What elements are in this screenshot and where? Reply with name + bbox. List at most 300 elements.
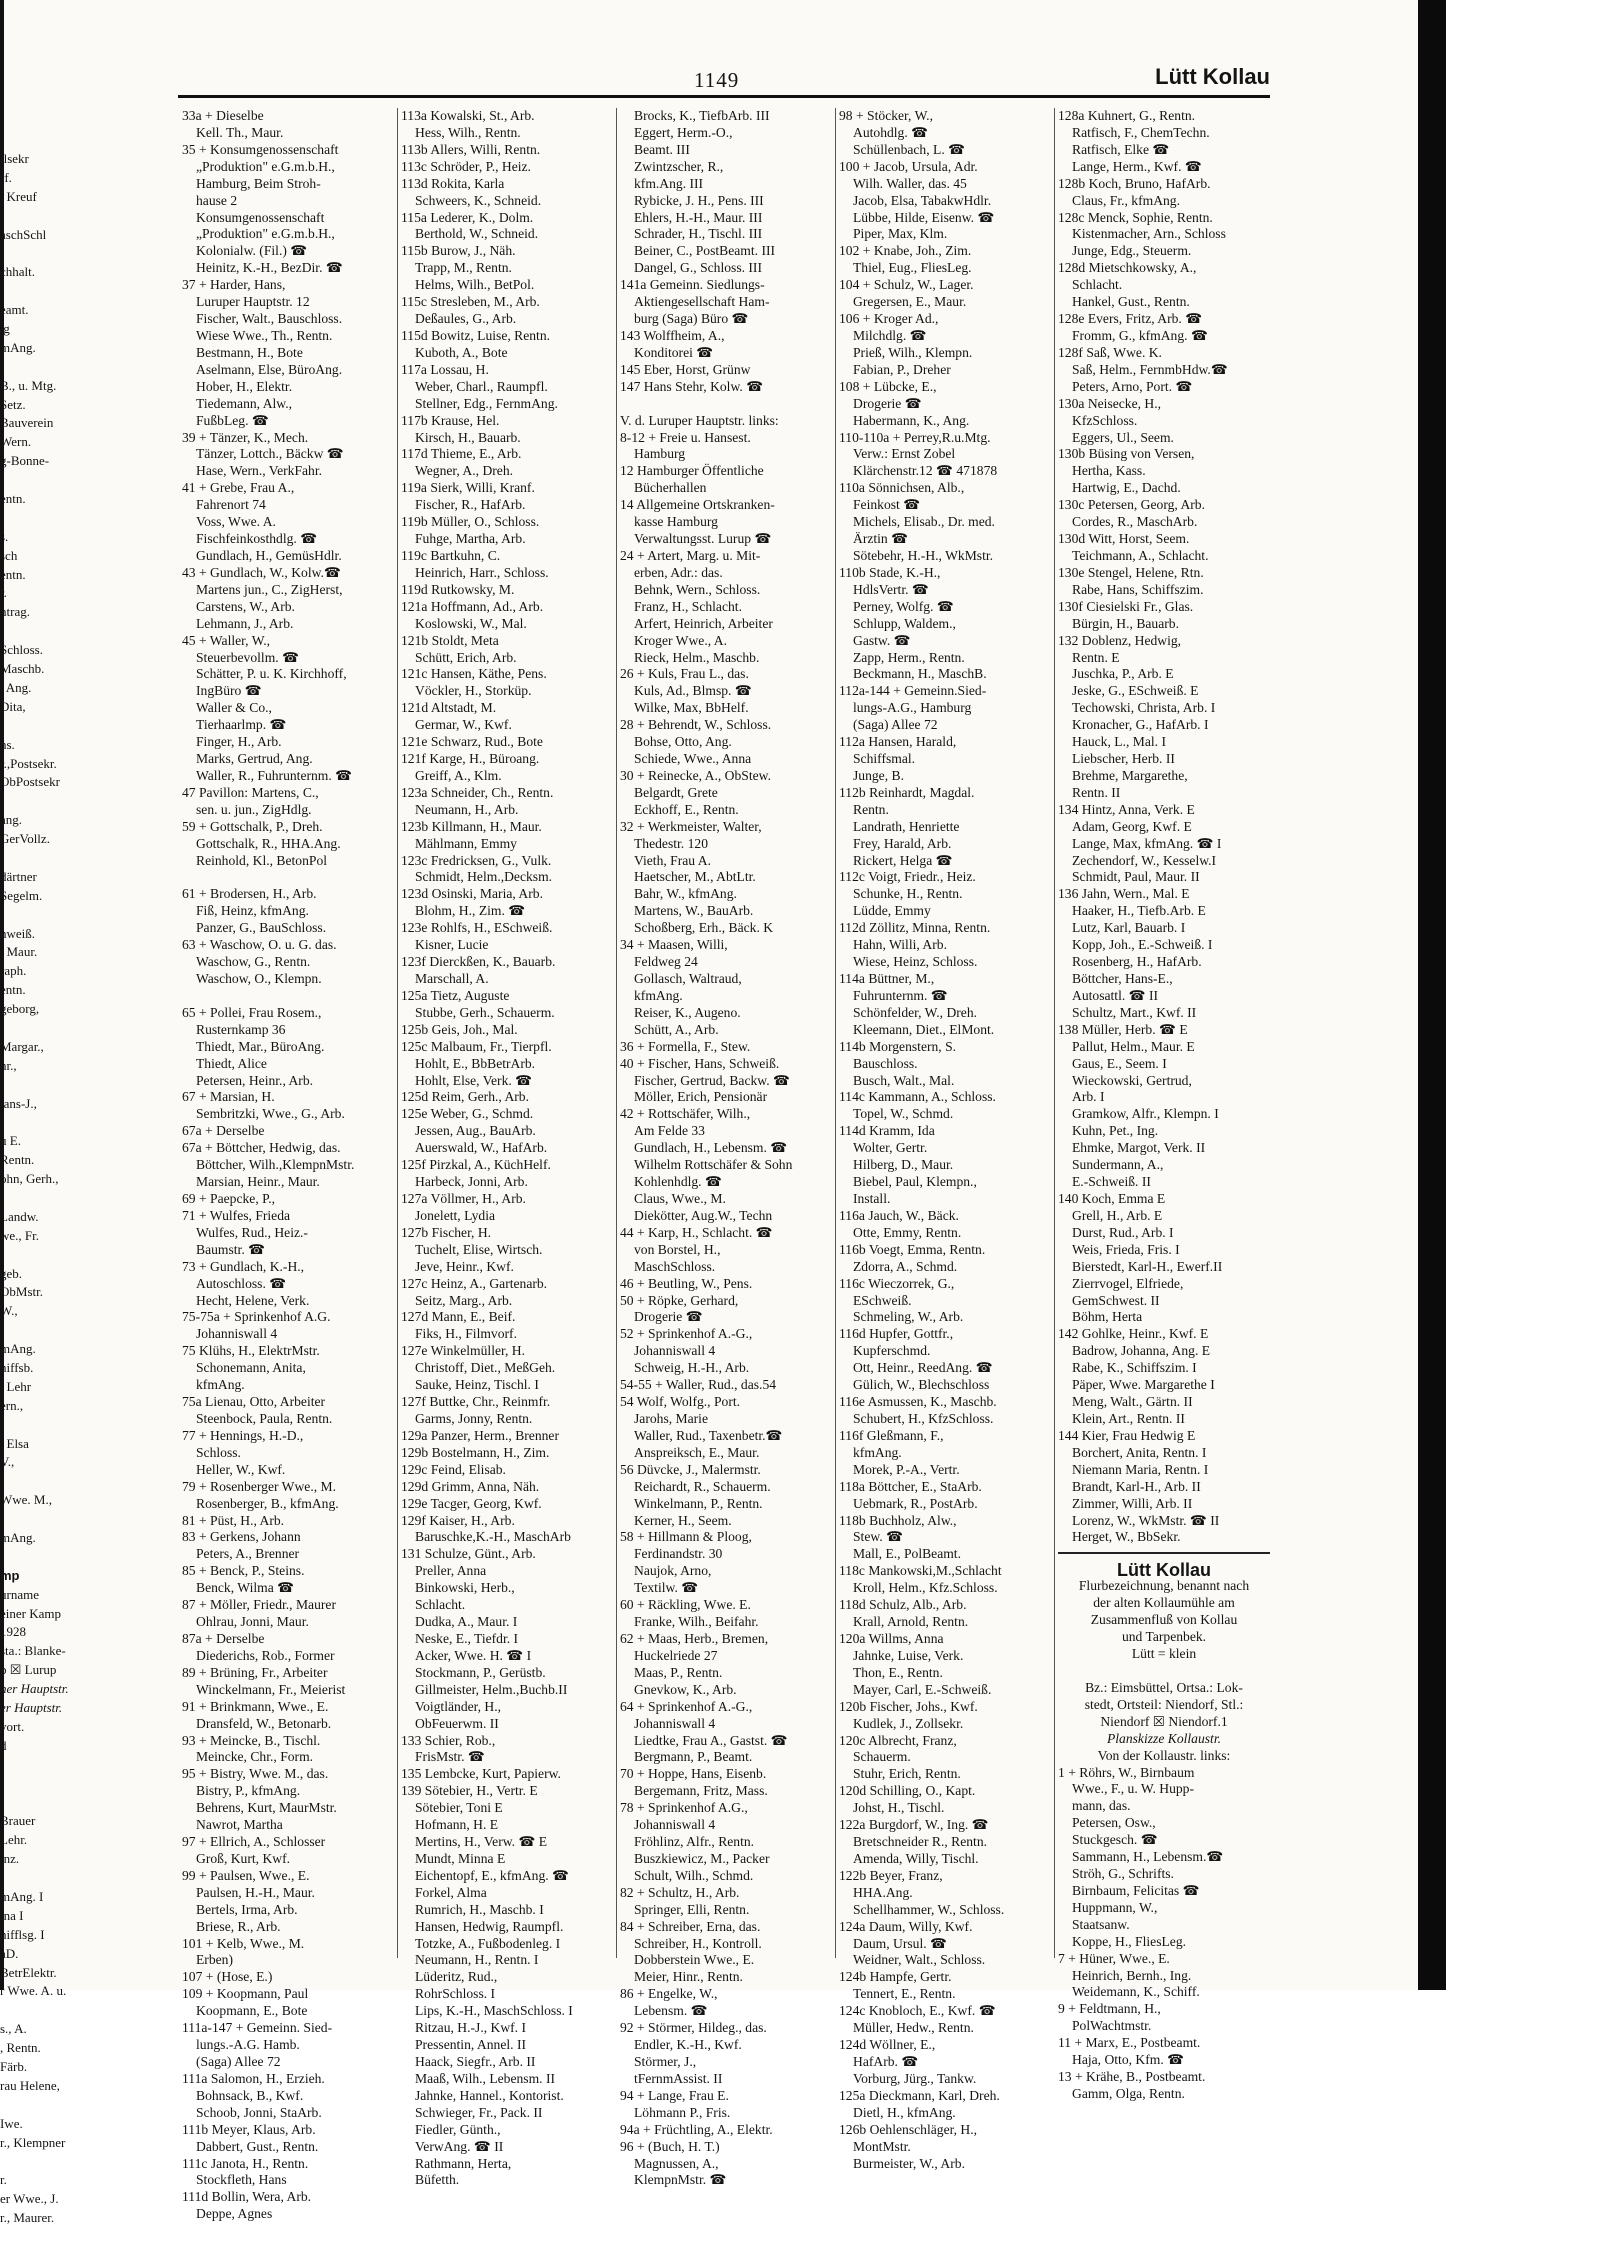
directory-line: 125a Dieckmann, Karl, Dreh. <box>839 2087 1000 2103</box>
directory-line: Bohse, Otto, Ang. <box>634 734 732 750</box>
directory-line: Springer, Elli, Rentn. <box>634 1901 750 1917</box>
directory-line: Kolonialw. (Fil.) ☎ <box>196 243 308 259</box>
directory-line: Mählmann, Emmy <box>415 835 517 851</box>
directory-line: 122b Beyer, Franz, <box>839 1867 943 1883</box>
directory-line: Wieckowski, Gertrud, <box>1072 1072 1192 1088</box>
directory-line: Rosenberger, B., kfmAng. <box>196 1495 339 1511</box>
directory-line: Böttcher, Wilh.,KlempnMstr. <box>196 1157 355 1173</box>
directory-line: Steuerbevollm. ☎ <box>196 649 300 665</box>
previous-page-line: . Kreuf <box>0 188 37 204</box>
directory-line: Fischer, Walt., Bauschloss. <box>196 311 343 327</box>
directory-line: Schwieger, Fr., Pack. II <box>415 2104 543 2120</box>
directory-line: KfzSchloss. <box>1072 412 1138 428</box>
directory-line: Kuboth, A., Bote <box>415 344 508 360</box>
directory-line: Claus, Wwe., M. <box>634 1191 726 1206</box>
directory-line: Marks, Gertrud, Ang. <box>196 751 313 767</box>
directory-line: 78 + Sprinkenhof A.G., <box>620 1800 748 1816</box>
directory-line: Topel, W., Schmd. <box>853 1106 954 1122</box>
directory-line: 125a Tietz, Auguste <box>401 987 510 1003</box>
directory-line: 128c Menck, Sophie, Rentn. <box>1058 209 1213 225</box>
directory-line: 96 + (Buch, H. T.) <box>620 2138 720 2154</box>
directory-line: 39 + Tänzer, K., Mech. <box>182 429 309 445</box>
directory-line: 123f Dierckßen, K., Bauarb. <box>401 954 556 970</box>
directory-line: Durst, Rud., Arb. I <box>1072 1224 1174 1240</box>
directory-line: Hankel, Gust., Rentn. <box>1072 294 1190 310</box>
previous-page-line: ohn, Gerh., <box>0 1171 59 1187</box>
directory-line: Uebmark, R., PostArb. <box>853 1495 978 1511</box>
directory-line: Franke, Wilh., Beifahr. <box>634 1614 759 1630</box>
previous-page-line: . Lehr <box>0 1378 32 1394</box>
directory-line: Feinkost ☎ <box>853 497 921 513</box>
directory-line: Feldweg 24 <box>634 954 698 970</box>
directory-line: 35 + Konsumgenossenschaft <box>182 141 339 157</box>
directory-line: 119d Rutkowsky, M. <box>401 581 515 597</box>
directory-line: Haetscher, M., AbtLtr. <box>634 869 756 885</box>
directory-line: Voigtländer, H., <box>415 1698 502 1714</box>
previous-page-line: . Elsa <box>0 1435 29 1451</box>
previous-page-line <box>0 509 122 528</box>
directory-line: Fahrenort 74 <box>196 497 266 513</box>
directory-line: 125e Weber, G., Schmd. <box>401 1106 534 1122</box>
directory-line: Erben) <box>196 1952 233 1968</box>
directory-line: kasse Hamburg <box>634 514 718 530</box>
directory-line: 92 + Störmer, Hildeg., das. <box>620 2020 767 2036</box>
directory-line: 127f Buttke, Chr., Reinmfr. <box>401 1394 551 1410</box>
directory-line: 125b Geis, Joh., Mal. <box>401 1021 518 1037</box>
previous-page-line: urname <box>0 1586 39 1602</box>
directory-line: Rybicke, J. H., Pens. III <box>634 192 764 208</box>
directory-line: HdlsVertr. ☎ <box>853 581 929 597</box>
directory-line: Liedtke, Frau A., Gastst. ☎ <box>634 1732 788 1748</box>
directory-line: Wiese Wwe., Th., Rentn. <box>196 327 333 343</box>
directory-line: E.-Schweiß. II <box>1072 1174 1151 1190</box>
previous-page-line: W., <box>0 1303 18 1319</box>
directory-line: Eggert, Herm.-O., <box>634 124 733 140</box>
directory-line: Planskizze Kollaustr. <box>1106 1730 1222 1746</box>
directory-line: 123d Osinski, Maria, Arb. <box>401 886 543 902</box>
previous-page-line: r Wwe. A. u. <box>0 1983 67 1999</box>
directory-line: 121b Stoldt, Meta <box>401 632 499 648</box>
directory-line: Kleemann, Diet., ElMont. <box>853 1021 995 1037</box>
directory-line: Gundlach, H., Lebensm. ☎ <box>634 1140 788 1156</box>
directory-line: Franz, H., Schlacht. <box>634 598 742 614</box>
directory-line: 109 + Koopmann, Paul <box>182 1986 309 2002</box>
directory-line: Heinrich, Bernh., Ing. <box>1072 1967 1192 1983</box>
previous-page-line <box>0 2228 122 2247</box>
directory-line: Zimmer, Willi, Arb. II <box>1072 1495 1193 1511</box>
directory-line: Waschow, O., Klempn. <box>196 971 322 987</box>
directory-line: 93 + Meincke, B., Tischl. <box>182 1732 321 1748</box>
directory-line: Schmidt, Helm.,Decksm. <box>415 869 553 885</box>
directory-line: Jahnke, Luise, Verk. <box>853 1647 964 1663</box>
previous-page-line: hiffsb. <box>0 1360 34 1375</box>
directory-line: Schonemann, Anita, <box>196 1360 306 1376</box>
directory-line: Helms, Wilh., BetPol. <box>415 277 535 293</box>
directory-line: Thiedt, Alice <box>196 1055 267 1071</box>
directory-line: Tierhaarlmp. ☎ <box>196 717 287 733</box>
directory-line: Behnk, Wern., Schloss. <box>634 581 761 597</box>
previous-page-line: Landw. <box>0 1208 39 1224</box>
directory-line: Maaß, Wilh., Lebensm. II <box>415 2070 556 2086</box>
directory-line: 33a + Dieselbe <box>182 108 264 123</box>
directory-line: Wilke, Max, BbHelf. <box>634 700 749 716</box>
previous-page-line: Setz. <box>0 396 26 412</box>
directory-line: Sundermann, A., <box>1072 1157 1164 1173</box>
directory-line: 114c Kammann, A., Schloss. <box>839 1089 996 1105</box>
directory-line: Bz.: Eimsbüttel, Ortsa.: Lok- <box>1085 1679 1243 1695</box>
previous-page-line: V., <box>0 1454 15 1470</box>
directory-line: 115b Burow, J., Näh. <box>401 243 516 259</box>
directory-line: Jessen, Aug., BauArb. <box>415 1123 536 1139</box>
directory-line: Koslowski, W., Mal. <box>415 615 527 631</box>
directory-line <box>182 988 394 1005</box>
directory-line: Fiedler, Günth., <box>415 2121 501 2137</box>
directory-line: Fiks, H., Filmvorf. <box>415 1326 517 1342</box>
previous-page-line <box>0 2152 122 2171</box>
directory-line: ObFeuerwm. II <box>415 1715 499 1731</box>
directory-line: Jahnke, Hannel., Kontorist. <box>415 2087 564 2103</box>
directory-line: 114d Kramm, Ida <box>839 1123 935 1139</box>
directory-line: 8-12 + Freie u. Hansest. <box>620 429 751 445</box>
directory-line: 130d Witt, Horst, Seem. <box>1058 531 1190 547</box>
directory-line: lungs-A.G., Hamburg <box>853 700 972 716</box>
directory-line: Huppmann, W., <box>1072 1899 1158 1915</box>
directory-line: 116a Jauch, W., Bäck. <box>839 1207 959 1223</box>
directory-line: Fröhlinz, Alfr., Rentn. <box>634 1834 755 1850</box>
directory-line: Arb. I <box>1072 1089 1105 1105</box>
directory-line: MontMstr. <box>853 2138 911 2154</box>
directory-line: 129d Grimm, Anna, Näh. <box>401 1478 540 1494</box>
directory-line: 113d Rokita, Karla <box>401 175 505 191</box>
directory-line: Gregersen, E., Maur. <box>853 294 967 310</box>
directory-line: Konditorei ☎ <box>634 344 714 360</box>
directory-line: Schönfelder, W., Dreh. <box>853 1004 978 1020</box>
previous-page-line <box>0 792 122 811</box>
directory-line: Schweers, K., Schneid. <box>415 192 542 208</box>
directory-line: Diederichs, Rob., Former <box>196 1647 335 1663</box>
previous-page-line: Margar., <box>0 1038 44 1054</box>
directory-line: 129b Bostelmann, H., Zim. <box>401 1444 550 1460</box>
column-4 <box>835 108 1051 2171</box>
previous-page-line: Bauverein <box>0 415 54 431</box>
directory-line: Otte, Emmy, Rentn. <box>853 1224 962 1240</box>
directory-line: 115d Bowitz, Luise, Rentn. <box>401 327 551 343</box>
directory-line: Birnbaum, Felicitas ☎ <box>1072 1882 1200 1898</box>
previous-page-fragment <box>0 150 122 2226</box>
previous-page-line: aschSchl <box>0 226 47 242</box>
previous-page-line: entn. <box>0 982 26 998</box>
directory-line: Rentn. II <box>1072 784 1121 800</box>
directory-line: 136 Jahn, Wern., Mal. E <box>1058 886 1190 902</box>
directory-line: Gaus, E., Seem. I <box>1072 1055 1167 1071</box>
previous-page-line: mAng. <box>0 1530 36 1546</box>
directory-line: 119b Müller, O., Schloss. <box>401 514 540 530</box>
directory-line: 64 + Sprinkenhof A.-G., <box>620 1698 753 1714</box>
directory-line: Marsian, Heinr., Maur. <box>196 1174 320 1190</box>
directory-line: Buszkiewicz, M., Packer <box>634 1850 770 1866</box>
directory-line: MaschSchloss. <box>634 1258 716 1274</box>
directory-line: Möller, Erich, Pensionär <box>634 1089 768 1105</box>
directory-line: Fromm, G., kfmAng. ☎ <box>1072 327 1208 343</box>
previous-page-line: l <box>0 1775 4 1791</box>
directory-line: Schauerm. <box>853 1749 911 1765</box>
directory-line: 94a + Früchtling, A., Elektr. <box>620 2121 773 2137</box>
directory-line: 143 Wolffheim, A., <box>620 327 725 343</box>
previous-page-line <box>0 471 122 490</box>
directory-line: Ohlrau, Jonni, Maur. <box>196 1614 309 1630</box>
directory-line: 46 + Beutling, W., Pens. <box>620 1275 753 1291</box>
previous-page-line: inz. <box>0 1851 20 1867</box>
directory-line: Neske, E., Tiefdr. I <box>415 1630 519 1646</box>
directory-line: 118d Schulz, Alb., Arb. <box>839 1597 967 1613</box>
directory-line: Harbeck, Jonni, Arb. <box>415 1174 528 1190</box>
directory-line: Haja, Otto, Kfm. ☎ <box>1072 2052 1185 2068</box>
previous-page-line <box>0 2247 122 2266</box>
previous-page-line: s. <box>0 528 9 544</box>
previous-page-line: einer Kamp <box>0 1605 62 1621</box>
previous-page-line: llsekr <box>0 151 29 166</box>
directory-line: Schoob, Jonni, StaArb. <box>196 2104 322 2120</box>
directory-line: Arfert, Heinrich, Arbeiter <box>634 615 773 631</box>
page-number: 1149 <box>694 68 740 92</box>
previous-page-line <box>0 1076 122 1095</box>
directory-line: 54 Wolf, Wolfg., Port. <box>620 1394 741 1410</box>
directory-line: Daum, Ursul. ☎ <box>853 1935 947 1951</box>
directory-line: Pressentin, Annel. II <box>415 2037 526 2053</box>
directory-line: 116e Asmussen, K., Maschb. <box>839 1394 997 1410</box>
directory-line: Magnussen, A., <box>634 2155 719 2171</box>
directory-line: Wolter, Gertr. <box>853 1140 928 1156</box>
directory-line: Kopp, Joh., E.-Schweiß. I <box>1072 937 1213 953</box>
directory-line: IngBüro ☎ <box>196 683 262 699</box>
previous-page-line <box>0 207 122 226</box>
directory-line: Am Felde 33 <box>634 1123 705 1139</box>
directory-line: FrisMstr. ☎ <box>415 1749 485 1765</box>
directory-line: 124d Wöllner, E., <box>839 2037 936 2053</box>
directory-line <box>620 396 832 413</box>
directory-line: 61 + Brodersen, H., Arb. <box>182 886 317 902</box>
street-section-title: Lütt Kollau <box>1058 1552 1270 1574</box>
directory-line: Wilh. Waller, das. 45 <box>853 175 967 191</box>
directory-line: Zapp, Herm., Rentn. <box>853 649 965 665</box>
previous-page-line: mAng. I <box>0 1888 44 1904</box>
directory-line: Thon, E., Rentn. <box>853 1664 943 1680</box>
directory-line: Schmidt, Paul, Maur. II <box>1072 869 1200 885</box>
previous-page-line: Rentn. <box>0 1152 35 1168</box>
directory-line: 100 + Jacob, Ursula, Adr. <box>839 158 978 174</box>
directory-line: 123b Killmann, H., Maur. <box>401 818 542 834</box>
directory-line: 121d Altstadt, M. <box>401 700 497 716</box>
previous-page-line: Brauer <box>0 1813 36 1829</box>
directory-line: Schellhammer, W., Schloss. <box>853 1901 1005 1917</box>
previous-page-line <box>0 1246 122 1265</box>
directory-line: Ehlers, H.-H., Maur. III <box>634 209 763 225</box>
directory-line: HHA.Ang. <box>853 1884 913 1900</box>
directory-line: Kupferschmd. <box>853 1343 931 1359</box>
column-3 <box>616 108 832 2188</box>
directory-line: Stockmann, P., Gerüstb. <box>415 1664 546 1680</box>
directory-line: 127d Mann, E., Beif. <box>401 1309 516 1325</box>
directory-line: 138 Müller, Herb. ☎ E <box>1058 1021 1188 1037</box>
directory-line: Schloss. <box>196 1444 241 1460</box>
directory-line: Ärztin ☎ <box>853 531 909 547</box>
directory-line: Rentn. <box>853 801 889 817</box>
directory-line: Stuhr, Erich, Rentn. <box>853 1766 961 1782</box>
directory-line: kfm.Ang. III <box>634 175 704 191</box>
previous-page-line: Segelm. <box>0 887 43 903</box>
directory-line: Fiß, Heinz, kfmAng. <box>196 903 309 919</box>
directory-line: Schunke, H., Rentn. <box>853 886 963 902</box>
directory-line: Dransfeld, W., Betonarb. <box>196 1715 332 1731</box>
directory-line: 120d Schilling, O., Kapt. <box>839 1783 976 1799</box>
directory-line: Kudlek, J., Zollsekr. <box>853 1715 964 1731</box>
previous-page-line: nr., <box>0 1057 17 1073</box>
directory-line: Reiser, K., Augeno. <box>634 1004 741 1020</box>
previous-page-line <box>0 1756 122 1775</box>
directory-line: 128e Evers, Fritz, Arb. ☎ <box>1058 311 1203 327</box>
directory-line: Morek, P.-A., Vertr. <box>853 1461 960 1477</box>
directory-line: VerwAng. ☎ II <box>415 2138 504 2154</box>
directory-line: Rabe, K., Schiffszim. I <box>1072 1360 1197 1376</box>
directory-line: 26 + Kuls, Frau L., das. <box>620 666 749 682</box>
previous-page-line <box>0 1019 122 1038</box>
directory-line: Dudka, A., Maur. I <box>415 1614 518 1630</box>
directory-line: 134 Hintz, Anna, Verk. E <box>1058 801 1195 817</box>
directory-line: Huckelriede 27 <box>634 1647 718 1663</box>
directory-line: Gastw. ☎ <box>853 632 911 648</box>
previous-page-line: geb. <box>0 1265 23 1281</box>
directory-line: Johanniswall 4 <box>634 1715 716 1731</box>
directory-line <box>182 869 394 886</box>
directory-line: Behrens, Kurt, MaurMstr. <box>196 1800 337 1816</box>
directory-line: 65 + Pollei, Frau Rosem., <box>182 1004 322 1020</box>
directory-line: Kohlenhdlg. ☎ <box>634 1174 722 1190</box>
directory-line: 45 + Waller, W., <box>182 632 271 648</box>
directory-line: Thedestr. 120 <box>634 835 708 851</box>
directory-line: Rieck, Helm., Maschb. <box>634 649 760 665</box>
directory-line: 111a Salomon, H., Erzieh. <box>182 2070 325 2086</box>
directory-line: Beamt. III <box>634 141 690 157</box>
directory-line: Aktiengesellschaft Ham- <box>634 294 770 310</box>
previous-page-line: ina I <box>0 1907 24 1923</box>
directory-line: Junge, Edg., Steuerm. <box>1072 243 1192 259</box>
directory-line: 63 + Waschow, O. u. G. das. <box>182 937 337 953</box>
directory-line: 98 + Stöcker, W., <box>839 108 933 123</box>
directory-line: Ratfisch, F., ChemTechn. <box>1072 124 1210 140</box>
previous-page-line: .g <box>0 321 10 337</box>
directory-line: Schiede, Wwe., Anna <box>634 751 752 767</box>
previous-page-line: aD. <box>0 1945 19 1961</box>
directory-line: Claus, Fr., kfmAng. <box>1072 192 1180 208</box>
directory-line: 118c Mankowski,M.,Schlacht <box>839 1563 1002 1579</box>
directory-line: 30 + Reinecke, A., ObStew. <box>620 767 772 783</box>
directory-line: Zwintzscher, R., <box>634 158 724 174</box>
directory-line: Zusammenfluß von Kollau <box>1090 1612 1238 1628</box>
previous-page-line: ntrag. <box>0 604 30 620</box>
directory-line: Mundt, Minna E <box>415 1850 506 1866</box>
directory-line: Install. <box>853 1191 891 1206</box>
directory-line: Autohdlg. ☎ <box>853 124 929 140</box>
directory-line: Ratfisch, Elke ☎ <box>1072 141 1170 157</box>
directory-line: Lips, K.-H., MaschSchloss. I <box>415 2003 573 2019</box>
directory-line: „Produktion" e.G.m.b.H., <box>196 226 335 242</box>
directory-line: Herget, W., BbSekr. <box>1072 1529 1181 1545</box>
directory-line: Heinrich, Harr., Schloss. <box>415 564 549 580</box>
directory-line: Thiedt, Mar., BüroAng. <box>196 1038 325 1054</box>
directory-line: Hamburg <box>634 446 686 462</box>
directory-line: Borchert, Anita, Rentn. I <box>1072 1444 1207 1460</box>
directory-line: Autosattl. ☎ II <box>1072 987 1159 1003</box>
directory-line: Rumrich, H., Maschb. I <box>415 1901 544 1917</box>
directory-line: 135 Lembcke, Kurt, Papierw. <box>401 1766 561 1782</box>
directory-line: Mall, E., PolBeamt. <box>853 1546 961 1562</box>
directory-line: Schüllenbach, L. ☎ <box>853 141 966 157</box>
directory-line: 87 + Möller, Friedr., Maurer <box>182 1597 336 1613</box>
directory-line: lungs.-A.G. Hamb. <box>196 2037 300 2053</box>
directory-line: Hahn, Willi, Arb. <box>853 937 947 953</box>
directory-line: 130a Neisecke, H., <box>1058 395 1162 411</box>
directory-line: 129f Kaiser, H., Arb. <box>401 1512 515 1528</box>
directory-line: 120a Willms, Anna <box>839 1630 944 1646</box>
directory-line: Lübbe, Hilde, Eisenw. ☎ <box>853 209 995 225</box>
directory-line: 84 + Schreiber, Erna, das. <box>620 1918 761 1934</box>
directory-line: Perney, Wolfg. ☎ <box>853 598 954 614</box>
directory-line: Gnevkow, K., Arb. <box>634 1681 737 1697</box>
directory-line: Johanniswall 4 <box>634 1817 716 1833</box>
previous-page-line: geborg, <box>0 1001 40 1017</box>
directory-line: Schweig, H.-H., Arb. <box>634 1360 750 1376</box>
directory-line: 113a Kowalski, St., Arb. <box>401 108 535 123</box>
directory-line: 106 + Kroger Ad., <box>839 311 939 327</box>
directory-line: Voss, Wwe. A. <box>196 514 276 530</box>
previous-page-line: GerVollz. <box>0 831 50 847</box>
directory-line: 116c Wieczorrek, G., <box>839 1275 955 1291</box>
directory-line: Fischfeinkosthdlg. ☎ <box>196 531 318 547</box>
directory-line: Hofmann, H. E <box>415 1817 499 1833</box>
directory-line: 44 + Karp, H., Schlacht. ☎ <box>620 1224 773 1240</box>
previous-page-line: r. <box>0 2172 7 2188</box>
directory-line: 130e Stengel, Helene, Rtn. <box>1058 564 1204 580</box>
directory-line: 130c Petersen, Georg, Arb. <box>1058 497 1205 513</box>
previous-page-line: Dita, <box>0 698 26 714</box>
directory-line: Peters, Arno, Port. ☎ <box>1072 378 1193 394</box>
directory-line: erben, Adr.: das. <box>634 564 723 580</box>
directory-line: Milchdlg. ☎ <box>853 327 927 343</box>
directory-line: Niendorf ☒ Niendorf.1 <box>1100 1713 1228 1729</box>
directory-line: 11 + Marx, E., Postbeamt. <box>1058 2035 1201 2051</box>
directory-line: Kroger Wwe., A. <box>634 632 727 648</box>
directory-line: 91 + Brinkmann, Wwe., E. <box>182 1698 329 1714</box>
directory-line: Adam, Georg, Kwf. E <box>1072 818 1192 834</box>
directory-line: Weidemann, K., Schiff. <box>1072 1984 1200 2000</box>
directory-line: Ferdinandstr. 30 <box>634 1546 723 1562</box>
directory-line: Klein, Art., Rentn. II <box>1072 1410 1185 1426</box>
directory-line: Pallut, Helm., Maur. E <box>1072 1038 1195 1054</box>
directory-line: 140 Koch, Emma E <box>1058 1191 1166 1206</box>
previous-page-line: . Maur. <box>0 944 38 960</box>
previous-page-line: Iwe. <box>0 2115 23 2131</box>
directory-line: 123c Fredricksen, G., Vulk. <box>401 852 552 868</box>
directory-line: Carstens, W., Arb. <box>196 598 295 614</box>
directory-line: Wiese, Heinz, Schloss. <box>853 954 978 970</box>
directory-line: 139 Sötebier, H., Vertr. E <box>401 1783 538 1799</box>
previous-page-line: er Hauptstr. <box>0 1700 63 1716</box>
directory-line: Trapp, M., Rentn. <box>415 260 512 276</box>
directory-line: Rosenberg, H., HafArb. <box>1072 954 1202 970</box>
previous-page-line: sch <box>0 547 18 563</box>
directory-line: HafArb. ☎ <box>853 2054 919 2070</box>
previous-page-line: p ☒ Lurup <box>0 1662 57 1678</box>
